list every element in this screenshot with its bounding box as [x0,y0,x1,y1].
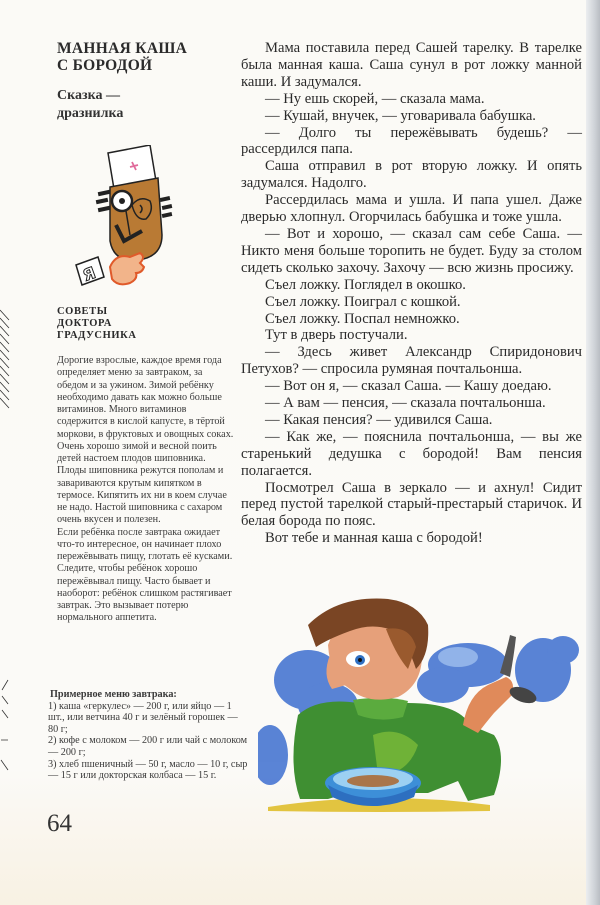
story-paragraph: Вот тебе и манная каша с бородой! [265,530,483,547]
story-paragraph: Съел ложку. Поиграл с кошкой. [265,293,461,310]
story-paragraph: — Какая пенсия? — удивился Саша. [265,411,493,428]
advice-paragraph: Дорогие взрослые, каждое время года определяет меню за завтраком, за обедом и за ужином. Зимой ребёнку необходимо давать как можно больше витаминов. Много витаминов содержится в кислой капусте, в тёртой моркови, в фруктовых и овощных соках. [57,355,234,440]
story-paragraph: — Кушай, внучек, — уговаривала бабушка. [265,107,536,124]
story-paragraph: Тут в дверь постучали. [265,327,408,344]
menu-item: 2) кофе с молоком — 200 г или чай с молоком — 200 г; [48,735,248,758]
title-line-2: С БОРОДОЙ [57,57,153,74]
story-paragraph: — Долго ты пережёвывать будешь? — рассердился папа. [241,124,582,158]
story-paragraph: Съел ложку. Поспал немножко. [265,310,460,327]
boy-with-porridge-illustration [258,585,588,815]
story-paragraph: Рассердилась мама и ушла. И папа ушел. Даже дверью хлопнул. Огорчилась бабушка и тоже ушла. [241,192,582,226]
advice-text [57,355,235,625]
breakfast-menu [48,689,248,782]
story-paragraph: — Ну ешь скорей, — сказала мама. [265,90,485,107]
subtitle-line-2: дразнилка [57,106,124,121]
menu-title: Примерное меню завтрака: [50,689,177,700]
story-title [57,40,232,74]
story-paragraph: Съел ложку. Поглядел в окошко. [265,276,466,293]
story-paragraph: — А вам — пенсия, — сказала почтальонша. [265,395,546,412]
binding-edge-decoration [0,300,10,780]
doctor-gradusnik-illustration [70,145,180,295]
story-paragraph: Мама поставила перед Сашей тарелку. В тарелке была манная каша. Саша сунул в рот ложку манной каши. И задумался. [241,40,582,90]
story-paragraph: Саша отправил в рот вторую ложку. И опять задумался. Надолго. [241,158,582,192]
menu-item: 3) хлеб пшеничный — 50 г, масло — 10 г, сыр — 15 г или докторская колбаса — 15 г. [48,758,248,782]
menu-item: 1) каша «геркулес» — 200 г, или яйцо — 1 шт., или ветчина 40 г и зелёный горошек — 80 г; [48,700,238,735]
advice-paragraph: Следите, чтобы ребёнок хорошо пережёвывал пищу. Часто бывает и наоборот: ребёнок слишком растягивает завтрак. Это вызывает потерю нормального аппетита. [57,563,232,624]
subtitle-line-1: Сказка — [57,88,120,103]
advice-paragraph: Очень хорошо зимой и весной поить детей настоем плодов шиповника. Плоды шиповника режутся пополам и завариваются крутым кипятком в термосе. Кипятить их ни в коем случае не надо. Настой шиповника с сахаром очень вкусен и полезен. [57,440,227,526]
title-line-1: МАННАЯ КАША [57,40,188,57]
story-paragraph: Посмотрел Саша в зеркало — и ахнул! Сидит перед пустой тарелкой старый-престарый старичок. И белая борода по пояс. [241,479,582,530]
advice-paragraph: Если ребёнка после завтрака ожидает что-то интересное, он начинает плохо пережёвывать пищу, глотать её кусками. [57,526,233,562]
advice-heading-line-1: СОВЕТЫ [57,306,108,317]
story-paragraph: — Вот он я, — сказал Саша. — Кашу доедаю. [265,378,552,395]
story-subtitle [57,87,232,123]
advice-heading [57,306,227,342]
page-number: 64 [47,810,72,837]
story-paragraph: — Как же, — пояснила почтальонша, — вы же старенький дедушка с бородой! Вам пенсия полагается. [241,428,582,479]
svg-text:Я: Я [80,262,99,286]
story-paragraph: — Здесь живет Александр Спиридонович Петухов? — спросила румяная почтальонша. [241,344,582,378]
page-fold-edge [586,0,600,905]
advice-heading-line-3: ГРАДУСНИКА [57,330,137,341]
story-text [241,40,582,547]
advice-heading-line-2: ДОКТОРА [57,318,112,329]
left-column [57,40,232,123]
story-paragraph: — Вот и хорошо, — сказал сам себе Саша. — Никто меня больше торопить не будет. Буду за столом сидеть сколько захочу. Захочу — всю жизнь просижу. [241,225,582,276]
